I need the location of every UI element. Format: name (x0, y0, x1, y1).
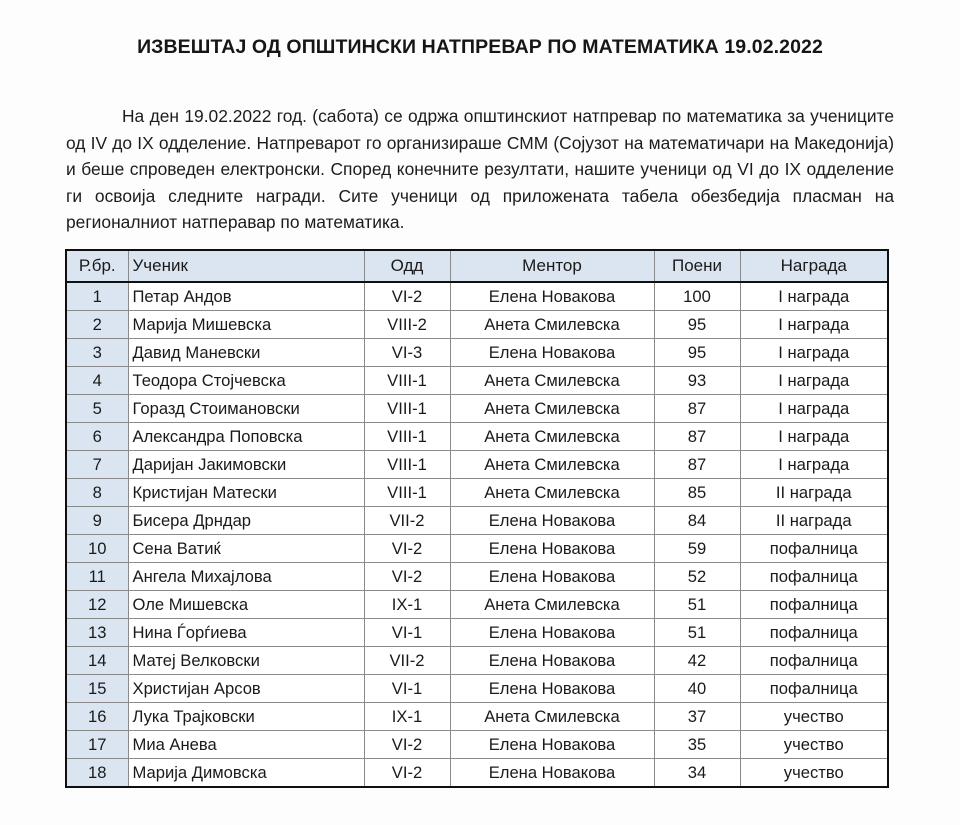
table-body (66, 282, 888, 787)
award-label: I награда (740, 395, 888, 423)
award-label: пофалница (740, 647, 888, 675)
student-name: Александра Поповска (128, 423, 364, 451)
mentor-name: Елена Новакова (450, 507, 654, 535)
student-name: Сена Ватиќ (128, 535, 364, 563)
student-name: Оле Мишевска (128, 591, 364, 619)
table-header (66, 250, 888, 282)
points-value: 100 (654, 282, 740, 311)
award-label: I награда (740, 282, 888, 311)
mentor-name: Анета Смилевска (450, 311, 654, 339)
mentor-name: Анета Смилевска (450, 479, 654, 507)
table-row (66, 759, 888, 788)
table-row (66, 479, 888, 507)
row-number: 7 (66, 451, 128, 479)
row-number: 6 (66, 423, 128, 451)
table-header-row (66, 250, 888, 282)
table-row (66, 703, 888, 731)
award-label: I награда (740, 339, 888, 367)
row-number: 18 (66, 759, 128, 788)
table-row (66, 451, 888, 479)
points-value: 34 (654, 759, 740, 788)
student-grade: VIII-1 (364, 367, 450, 395)
table-row (66, 367, 888, 395)
row-number: 11 (66, 563, 128, 591)
student-name: Христијан Арсов (128, 675, 364, 703)
mentor-name: Елена Новакова (450, 535, 654, 563)
student-name: Ангела Михајлова (128, 563, 364, 591)
mentor-name: Елена Новакова (450, 675, 654, 703)
table-row (66, 647, 888, 675)
student-name: Даријан Јакимовски (128, 451, 364, 479)
points-value: 40 (654, 675, 740, 703)
table-row (66, 507, 888, 535)
row-number: 8 (66, 479, 128, 507)
student-grade: VI-1 (364, 675, 450, 703)
student-grade: VII-2 (364, 647, 450, 675)
row-number: 9 (66, 507, 128, 535)
column-header-points: Поени (654, 250, 740, 282)
points-value: 37 (654, 703, 740, 731)
table-row (66, 535, 888, 563)
column-header-mentor: Ментор (450, 250, 654, 282)
mentor-name: Елена Новакова (450, 339, 654, 367)
points-value: 95 (654, 339, 740, 367)
column-header-number: Р.бр. (66, 250, 128, 282)
results-table-container (65, 249, 887, 788)
points-value: 35 (654, 731, 740, 759)
mentor-name: Елена Новакова (450, 563, 654, 591)
table-row (66, 311, 888, 339)
mentor-name: Елена Новакова (450, 619, 654, 647)
student-name: Марија Мишевска (128, 311, 364, 339)
student-grade: VI-2 (364, 563, 450, 591)
points-value: 93 (654, 367, 740, 395)
student-name: Петар Андов (128, 282, 364, 311)
award-label: I награда (740, 423, 888, 451)
mentor-name: Елена Новакова (450, 647, 654, 675)
table-row (66, 395, 888, 423)
row-number: 2 (66, 311, 128, 339)
table-row (66, 339, 888, 367)
table-row (66, 563, 888, 591)
table-row (66, 731, 888, 759)
student-grade: VIII-1 (364, 479, 450, 507)
award-label: пофалница (740, 619, 888, 647)
award-label: II награда (740, 507, 888, 535)
row-number: 3 (66, 339, 128, 367)
row-number: 14 (66, 647, 128, 675)
row-number: 12 (66, 591, 128, 619)
points-value: 52 (654, 563, 740, 591)
mentor-name: Елена Новакова (450, 282, 654, 311)
student-grade: VI-1 (364, 619, 450, 647)
student-grade: IX-1 (364, 591, 450, 619)
mentor-name: Анета Смилевска (450, 703, 654, 731)
student-grade: VI-3 (364, 339, 450, 367)
row-number: 5 (66, 395, 128, 423)
points-value: 59 (654, 535, 740, 563)
award-label: I награда (740, 367, 888, 395)
points-value: 85 (654, 479, 740, 507)
student-grade: VI-2 (364, 282, 450, 311)
student-grade: VI-2 (364, 731, 450, 759)
table-row (66, 675, 888, 703)
results-table (65, 249, 889, 788)
table-row (66, 423, 888, 451)
student-name: Теодора Стојчевска (128, 367, 364, 395)
student-name: Давид Маневски (128, 339, 364, 367)
student-grade: IX-1 (364, 703, 450, 731)
student-grade: VIII-1 (364, 395, 450, 423)
mentor-name: Анета Смилевска (450, 591, 654, 619)
mentor-name: Анета Смилевска (450, 367, 654, 395)
student-name: Лука Трајковски (128, 703, 364, 731)
student-name: Кристијан Матески (128, 479, 364, 507)
student-name: Нина Ѓорѓиева (128, 619, 364, 647)
points-value: 84 (654, 507, 740, 535)
table-row (66, 282, 888, 311)
points-value: 95 (654, 311, 740, 339)
row-number: 17 (66, 731, 128, 759)
points-value: 42 (654, 647, 740, 675)
award-label: пофалница (740, 591, 888, 619)
mentor-name: Анета Смилевска (450, 395, 654, 423)
table-row (66, 619, 888, 647)
points-value: 51 (654, 619, 740, 647)
row-number: 10 (66, 535, 128, 563)
student-grade: VI-2 (364, 759, 450, 788)
mentor-name: Анета Смилевска (450, 451, 654, 479)
award-label: II награда (740, 479, 888, 507)
table-row (66, 591, 888, 619)
row-number: 15 (66, 675, 128, 703)
mentor-name: Елена Новакова (450, 759, 654, 788)
points-value: 87 (654, 451, 740, 479)
column-header-grade: Одд (364, 250, 450, 282)
award-label: I награда (740, 311, 888, 339)
student-name: Матеј Велковски (128, 647, 364, 675)
award-label: учество (740, 731, 888, 759)
student-grade: VIII-1 (364, 423, 450, 451)
student-name: Горазд Стоимановски (128, 395, 364, 423)
award-label: учество (740, 703, 888, 731)
student-name: Бисера Дрндар (128, 507, 364, 535)
row-number: 4 (66, 367, 128, 395)
row-number: 13 (66, 619, 128, 647)
student-grade: VI-2 (364, 535, 450, 563)
points-value: 51 (654, 591, 740, 619)
points-value: 87 (654, 395, 740, 423)
column-header-award: Награда (740, 250, 888, 282)
row-number: 1 (66, 282, 128, 311)
column-header-student: Ученик (128, 250, 364, 282)
award-label: пофалница (740, 675, 888, 703)
page-title: ИЗВЕШТАЈ ОД ОПШТИНСКИ НАТПРЕВАР ПО МАТЕМАТИКА 19.02.2022 (137, 36, 823, 58)
award-label: I награда (740, 451, 888, 479)
row-number: 16 (66, 703, 128, 731)
points-value: 87 (654, 423, 740, 451)
student-grade: VIII-1 (364, 451, 450, 479)
student-grade: VIII-2 (364, 311, 450, 339)
award-label: учество (740, 759, 888, 788)
award-label: пофалница (740, 563, 888, 591)
student-grade: VII-2 (364, 507, 450, 535)
mentor-name: Анета Смилевска (450, 423, 654, 451)
student-name: Миа Анева (128, 731, 364, 759)
intro-paragraph: На ден 19.02.2022 год. (сабота) се одржа општинскиот натпревар по математика за учениците од IV до IX одделение. Натпреварот го организираше СММ (Сојузот на математичари на Македонија) и беше спроведен електронски. Според конечните резултати, нашите ученици од VI до IX одделение ги освоија следните награди. Сите ученици од приложената табела обезбедија пласман на регионалниот натперавар по математика. (66, 106, 894, 233)
mentor-name: Елена Новакова (450, 731, 654, 759)
student-name: Марија Димовска (128, 759, 364, 788)
award-label: пофалница (740, 535, 888, 563)
